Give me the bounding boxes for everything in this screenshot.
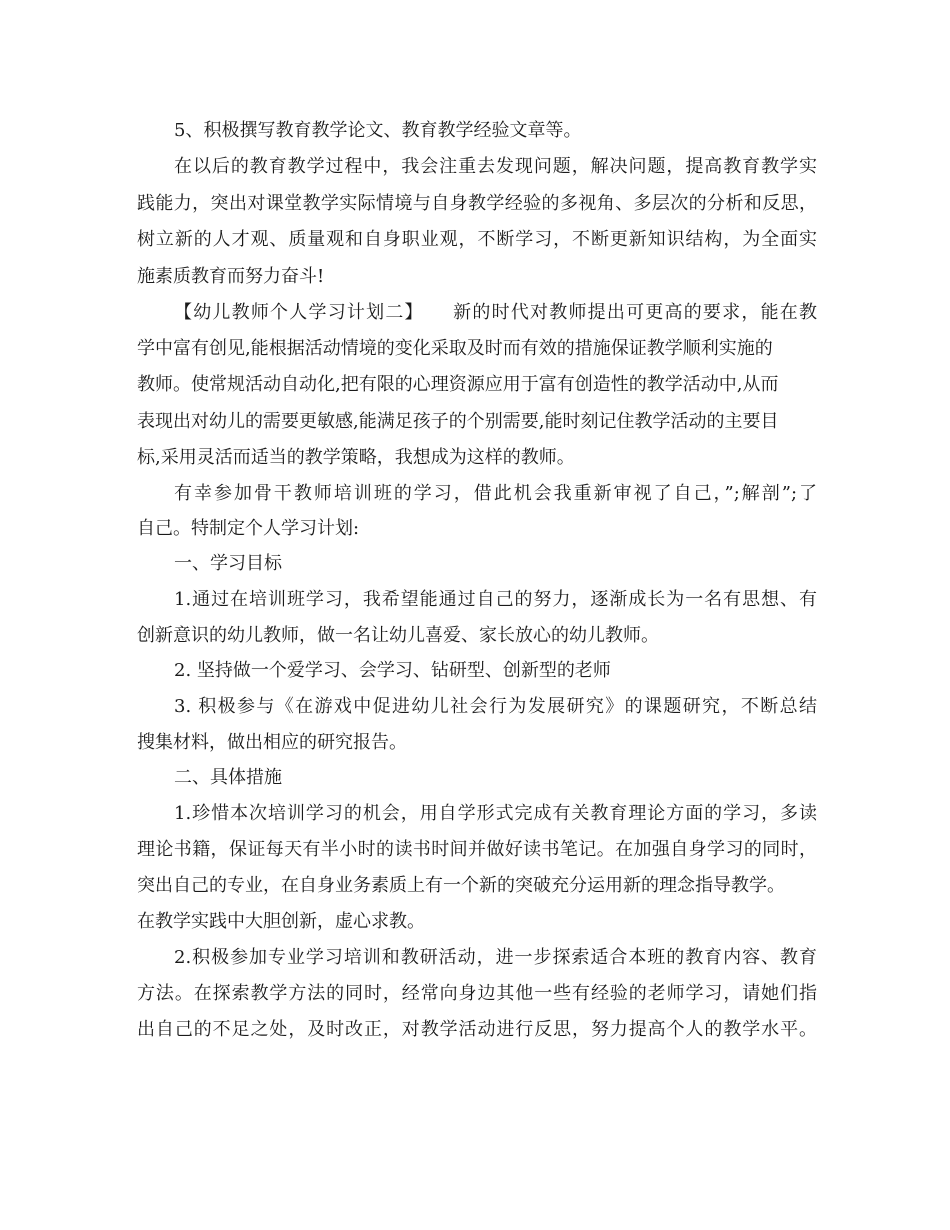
text-line: 践能力，突出对课堂教学实际情境与自身教学经验的多视角、多层次的分析和反思， bbox=[137, 193, 817, 214]
text-line: 2.积极参加专业学习培训和教研活动，进一步探索适合本班的教育内容、教育 bbox=[174, 947, 817, 968]
text-line: 创新意识的幼儿教师，做一名让幼儿喜爱、家长放心的幼儿教师。 bbox=[137, 625, 659, 646]
text-line: 【幼儿教师个人学习计划二】 新的时代对教师提出可更高的要求，能在教 bbox=[174, 302, 817, 323]
text-line: 有幸参加骨干教师培训班的学习，借此机会我重新审视了自己，”;解剖”;了 bbox=[174, 483, 817, 504]
text-line: 在以后的教育教学过程中，我会注重去发现问题，解决问题，提高教育教学实 bbox=[174, 156, 817, 177]
text-line: 学中富有创见,能根据活动情境的变化采取及时而有效的措施保证教学顺利实施的 bbox=[137, 338, 773, 359]
text-line: 表现出对幼儿的需要更敏感,能满足孩子的个别需要,能时刻记住教学活动的主要目 bbox=[137, 411, 779, 432]
text-line: 1.通过在培训班学习，我希望能通过自己的努力，逐渐成长为一名有思想、有 bbox=[174, 589, 817, 610]
section-heading: 二、具体措施 bbox=[174, 767, 282, 788]
text-line: 自己。特制定个人学习计划: bbox=[137, 518, 360, 539]
text-line: 施素质教育而努力奋斗! bbox=[137, 266, 325, 287]
text-line: 5、积极撰写教育教学论文、教育教学经验文章等。 bbox=[174, 120, 582, 141]
text-line: 树立新的人才观、质量观和自身职业观，不断学习，不断更新知识结构，为全面实 bbox=[137, 229, 817, 250]
text-line: 2. 坚持做一个爱学习、会学习、钻研型、创新型的老师 bbox=[174, 660, 611, 681]
text-line: 出自己的不足之处，及时改正，对教学活动进行反思，努力提高个人的教学水平。 bbox=[137, 1019, 817, 1040]
text-line: 标,采用灵活而适当的教学策略，我想成为这样的教师。 bbox=[137, 447, 575, 468]
text-line: 3. 积极参与《在游戏中促进幼儿社会行为发展研究》的课题研究，不断总结 bbox=[174, 696, 817, 717]
section-heading: 一、学习目标 bbox=[174, 553, 282, 574]
text-line: 搜集材料，做出相应的研究报告。 bbox=[137, 732, 407, 753]
text-line: 突出自己的专业，在自身业务素质上有一个新的突破充分运用新的理念指导教学。 bbox=[137, 875, 785, 896]
text-line: 教师。使常规活动自动化,把有限的心理资源应用于富有创造性的教学活动中,从而 bbox=[137, 374, 779, 395]
text-line: 方法。在探索教学方法的同时，经常向身边其他一些有经验的老师学习，请她们指 bbox=[137, 983, 817, 1004]
text-line: 1.珍惜本次培训学习的机会，用自学形式完成有关教育理论方面的学习，多读 bbox=[174, 803, 817, 824]
text-line: 在教学实践中大胆创新，虚心求教。 bbox=[137, 911, 425, 932]
text-line: 理论书籍，保证每天有半小时的读书时间并做好读书笔记。在加强自身学习的同时， bbox=[137, 839, 817, 860]
